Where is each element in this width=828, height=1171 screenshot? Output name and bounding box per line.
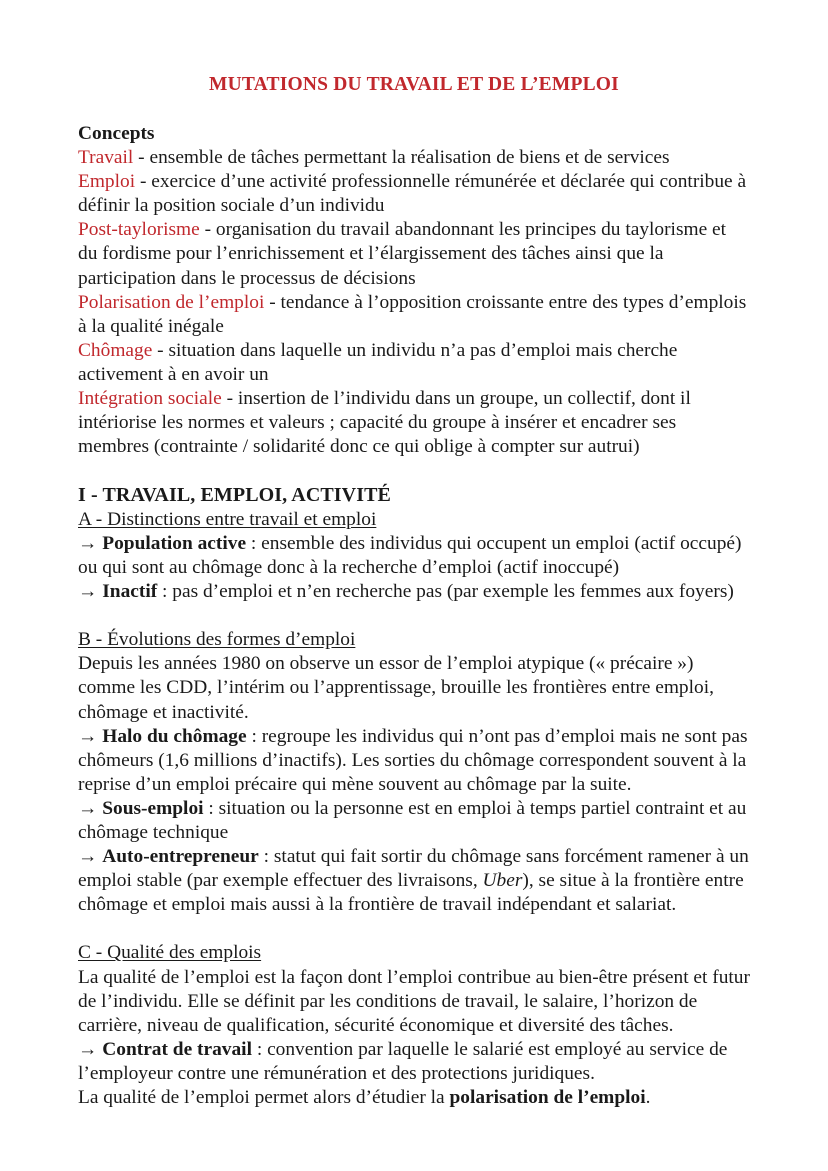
closing-bold-term: polarisation de l’emploi [449,1086,646,1108]
concept-entry-integration-sociale [78,387,750,459]
bullet-population-active [78,532,750,580]
concept-term: Intégration sociale [78,388,222,410]
bullet-separator: : [157,581,173,603]
closing-text-after: . [645,1086,651,1108]
arrow-icon: → [78,1038,103,1060]
concept-separator: - [199,219,216,241]
concept-entry-post-taylorisme [78,218,750,290]
subsection-c-closing [78,1086,750,1110]
concept-entry-chomage [78,339,750,387]
concept-term: Chômage [78,339,153,361]
bullet-separator: : [203,797,219,819]
concept-definition: exercice d’une activité professionnelle rémunérée et déclarée qui contribue à définir la position sociale d’un individu [78,171,747,217]
arrow-icon: → [78,846,103,868]
bullet-text: situation ou la personne est en emploi à temps partiel contraint et au chômage technique [78,797,747,844]
concept-definition: organisation du travail abandonnant les principes du taylorisme et du fordisme pour l’enrichissement et l’élargissement des tâches ainsi que la participation dans le processus de décisions [78,219,727,289]
subsection-heading-c: C - Qualité des emplois [78,942,262,964]
concept-definition: situation dans laquelle un individu n’a pas d’emploi mais cherche activement à en avoir un [78,339,678,385]
bullet-contrat-de-travail [78,1038,750,1086]
bullet-italic-word: Uber [482,870,523,892]
concept-term: Polarisation de l’emploi [78,291,265,313]
bullet-separator: : [246,725,262,747]
spacer [78,459,750,483]
concept-separator: - [135,171,152,193]
bullet-term: Halo du chômage [102,725,247,747]
concept-term: Post-taylorisme [78,219,200,241]
concept-definition: insertion de l’individu dans un groupe, un collectif, dont il intériorise les normes et valeurs ; capacité du groupe à insérer et encadrer ses membres (contrainte / solidarité donc ce qui oblige à compter sur autrui) [78,388,691,458]
concept-definition: ensemble de tâches permettant la réalisation de biens et de services [149,147,670,169]
subsection-b-intro: Depuis les années 1980 on observe un essor de l’emploi atypique (« précaire ») comme les CDD, l’intérim ou l’apprentissage, brouille les frontières entre emploi, chômage et inactivité. [78,653,714,723]
bullet-separator: : [251,1038,268,1060]
spacer [78,604,750,628]
arrow-icon: → [78,581,103,603]
subsection-heading-c-wrap [78,941,750,965]
arrow-icon: → [78,533,103,554]
subsection-heading-b: B - Évolutions des formes d’emploi [78,629,356,651]
closing-text-before: La qualité de l’emploi permet alors d’étudier la [78,1086,450,1108]
bullet-term: Contrat de travail [102,1038,252,1060]
concept-entry-polarisation [78,291,750,339]
concept-separator: - [264,291,281,313]
bullet-text-after-italic: ), se situe à la frontière entre chômage et emploi mais aussi à la frontière de travail indépendant et salariat. [78,870,744,916]
concept-term: Emploi [78,171,136,193]
bullet-term: Sous-emploi [102,797,204,819]
subsection-heading-a-wrap [78,508,750,532]
bullet-auto-entrepreneur [78,845,750,917]
bullet-inactif [78,580,750,604]
bullet-term: Auto-entrepreneur [102,846,259,868]
concept-entry-travail [78,146,750,170]
bullet-text: regroupe les individus qui n’ont pas d’emploi mais ne sont pas chômeurs (1,6 millions d’inactifs). Les sorties du chômage correspondent souvent à la reprise d’un emploi précaire qui mène souvent au chômage par la suite. [78,725,748,795]
concept-term: Travail [78,147,134,169]
arrow-icon: → [78,797,103,819]
bullet-text: convention par laquelle le salarié est employé au service de l’employeur contre une rémunération et des protections juridiques. [78,1038,728,1084]
page-title: MUTATIONS DU TRAVAIL ET DE L’EMPLOI [209,74,619,95]
bullet-separator: : [258,846,274,868]
subsection-heading-a: A - Distinctions entre travail et emploi [78,508,377,530]
concepts-heading: Concepts [78,123,155,144]
bullet-text: ensemble des individus qui occupent un emploi (actif occupé) ou qui sont au chômage donc à la recherche d’emploi (actif inoccupé) [78,533,742,579]
concept-entry-emploi [78,170,750,218]
bullet-halo-du-chomage [78,725,750,797]
bullet-term: Population active [102,533,247,554]
concept-separator: - [221,388,238,410]
concept-definition: tendance à l’opposition croissante entre des types d’emplois à la qualité inégale [78,291,747,337]
subsection-heading-b-wrap [78,628,750,652]
section-heading-i: I - TRAVAIL, EMPLOI, ACTIVITÉ [78,484,391,507]
bullet-text-before-italic: statut qui fait sortir du chômage sans forcément ramener à un emploi stable (par exemple effectuer des livraisons, [78,846,749,892]
bullet-separator: : [246,533,262,554]
bullet-text: pas d’emploi et n’en recherche pas (par exemple les femmes aux foyers) [172,581,734,603]
bullet-term: Inactif [102,581,158,603]
subsection-c-intro: La qualité de l’emploi est la façon dont l’emploi contribue au bien-être présent et futur de l’individu. Elle se définit par les conditions de travail, le salaire, l’horizon de carrière, niveau de qualification, sécurité économique et diversité des tâches. [78,966,750,1036]
concept-separator: - [152,339,169,361]
arrow-icon: → [78,725,103,747]
concept-separator: - [133,147,150,169]
spacer [78,917,750,941]
document-body [78,122,750,1110]
bullet-sous-emploi [78,797,750,845]
